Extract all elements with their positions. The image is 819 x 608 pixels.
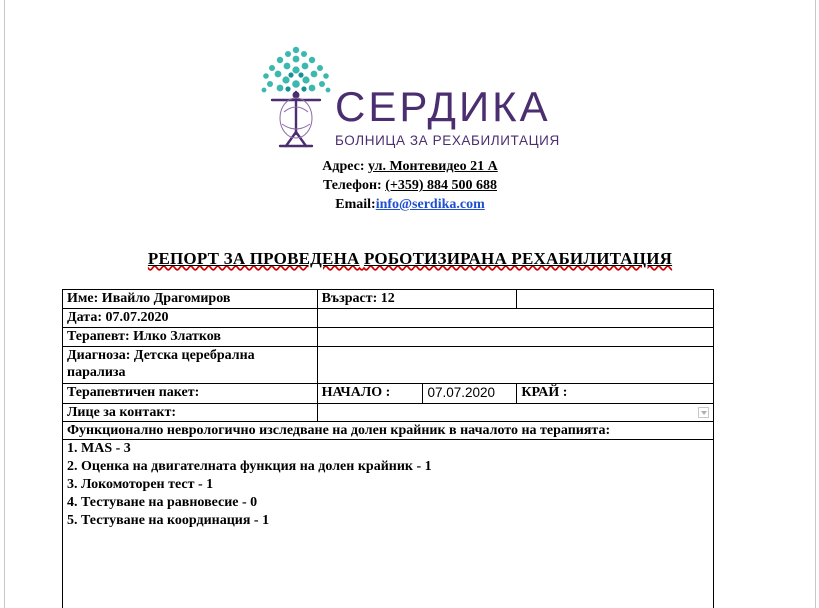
brand-subtitle: БОЛНИЦА ЗА РЕХАБИЛИТАЦИЯ — [335, 133, 560, 148]
empty-cell[interactable] — [517, 290, 714, 309]
therapist-cell: Терапевт: Илко Златков — [63, 328, 318, 347]
table-row — [63, 309, 714, 328]
table-row — [63, 440, 714, 608]
date-cell: Дата: 07.07.2020 — [63, 309, 318, 328]
table-row — [63, 328, 714, 347]
table-row — [63, 347, 714, 384]
address-value: ул. Монтевидео 21 А — [368, 159, 498, 174]
start-label-cell: НАЧАЛО : — [317, 384, 423, 404]
address-line — [230, 157, 590, 176]
phone-value[interactable]: (+359) 884 500 688 — [385, 178, 497, 193]
list-item: 4. Тестуване на равновесие - 0 — [67, 495, 258, 510]
table-row — [63, 290, 714, 309]
end-label-cell — [517, 384, 714, 404]
package-label-cell: Терапевтичен пакет: — [63, 384, 318, 404]
address-label: Адрес: — [322, 159, 365, 174]
email-link[interactable]: info@serdika.com — [375, 197, 485, 212]
list-item: 5. Тестуване на координация - 1 — [67, 513, 270, 528]
contact-person-dropdown[interactable] — [317, 404, 713, 422]
email-label: Email: — [335, 197, 376, 212]
list-item: 2. Оценка на двигателната функция на долен крайник - 1 — [67, 459, 432, 474]
brand-name: СЕРДИКА — [335, 83, 551, 130]
diagnosis-cell: Диагноза: Детска церебрална парализа — [63, 347, 318, 384]
table-row — [63, 422, 714, 440]
start-date-field[interactable]: 07.07.2020 — [423, 384, 517, 404]
report-title-part2: РОБОТИЗИРАНА РЕХАБИЛИТАЦИЯ — [363, 249, 673, 268]
phone-label: Телефон: — [323, 178, 382, 193]
empty-cell[interactable] — [317, 328, 713, 347]
chevron-down-icon[interactable] — [698, 407, 709, 418]
email-line — [230, 195, 590, 214]
list-item: 3. Локомоторен тест - 1 — [67, 477, 214, 492]
exam-heading-cell: Функционално неврологично изследване на долен крайник в началото на терапията: — [63, 422, 714, 440]
patient-name-cell: Име: Ивайло Драгомиров — [63, 290, 318, 309]
age-cell: Възраст: 12 — [317, 290, 517, 309]
findings-cell[interactable] — [63, 440, 714, 608]
list-item: 1. MAS - 3 — [67, 441, 131, 456]
contact-person-label-cell: Лице за контакт: — [63, 404, 318, 422]
patient-form-table — [62, 289, 714, 608]
table-row — [63, 404, 714, 422]
empty-cell[interactable] — [317, 309, 713, 328]
report-title — [100, 249, 720, 269]
phone-line — [230, 176, 590, 195]
end-label: КРАЙ : — [521, 385, 568, 400]
table-row — [63, 384, 714, 404]
report-title-part1: РЕПОРТ ЗА ПРОВЕДЕНА — [147, 249, 360, 268]
empty-cell[interactable] — [317, 347, 713, 384]
